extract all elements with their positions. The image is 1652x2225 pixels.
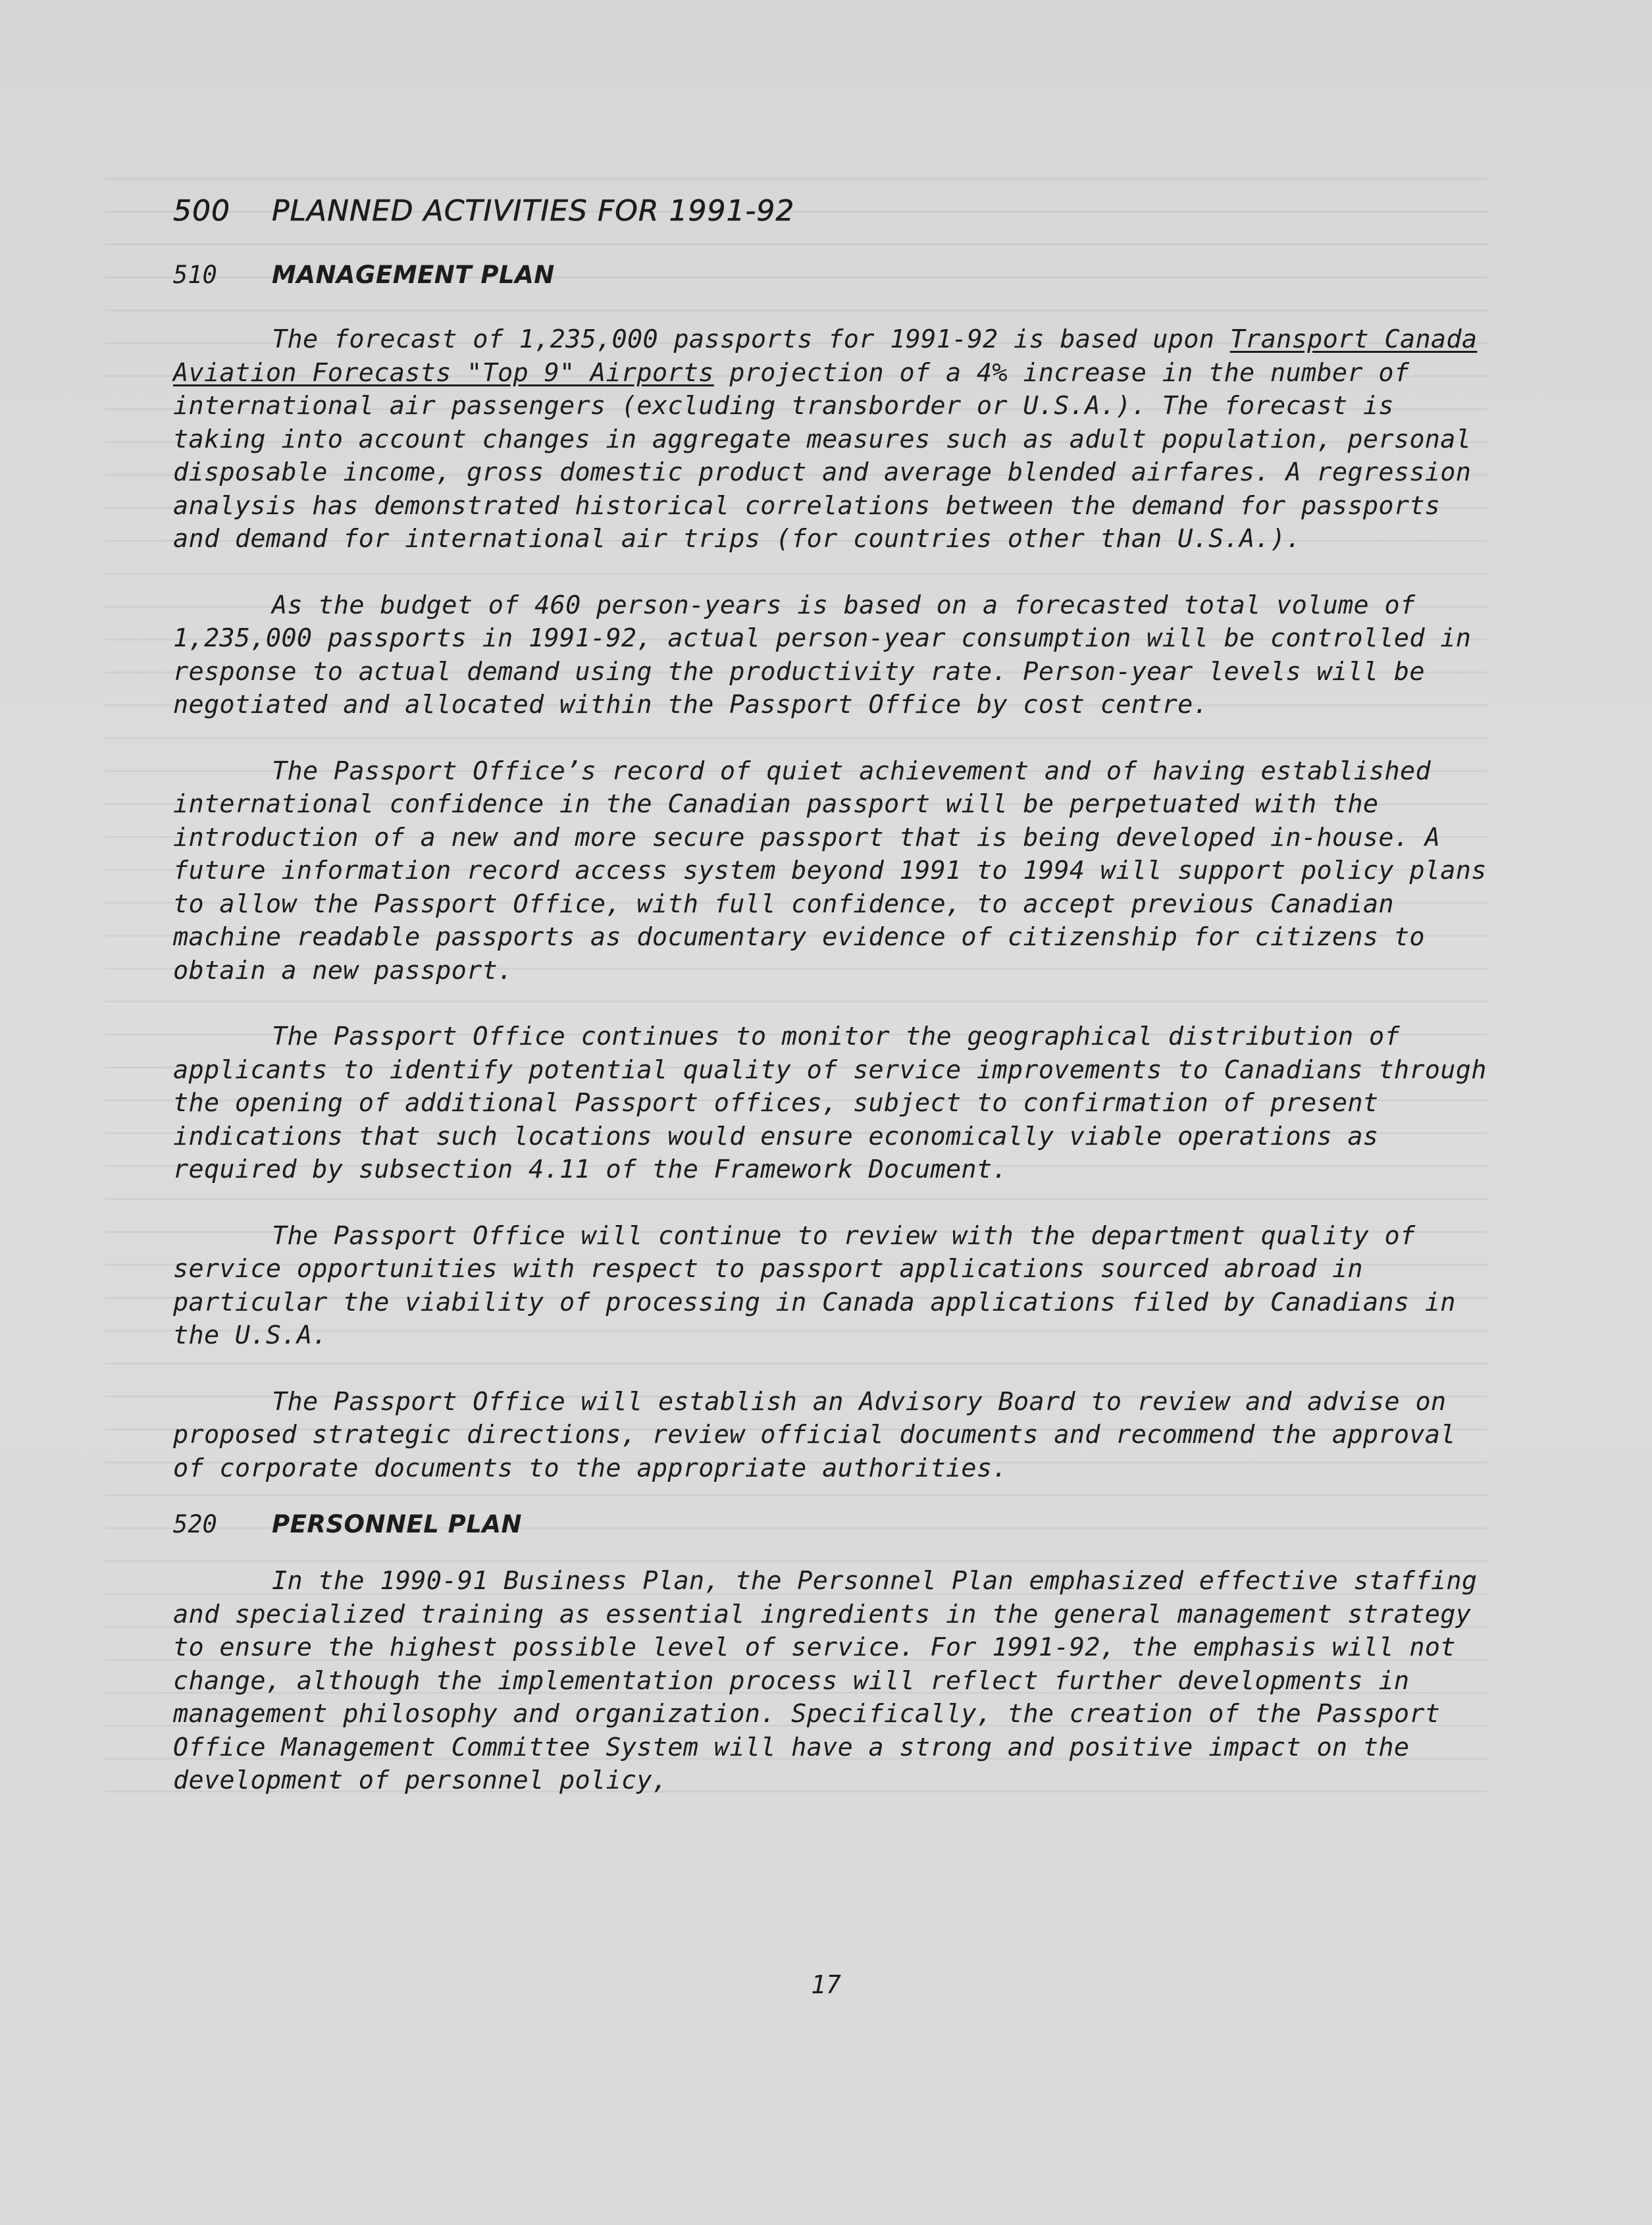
document-body: [173, 194, 1489, 1798]
section-510-heading: [173, 261, 1489, 289]
paragraph-forecast-text-a: The forecast of 1,235,000 passports for 1991-92 is based upon: [272, 325, 1230, 354]
section-520-heading: [173, 1510, 1489, 1538]
paragraph-personnel-plan: In the 1990-91 Business Plan, the Personnel Plan emphasized effective staffing and specialized training as essential ingredients in the general management strategy to ensure the highest possible level of service. For 1991-92, the emphasis will not change, although the implementation process will reflect further developments in management philosophy and organization. Specifically, the creation of the Passport Office Management Committee System will have a strong and positive impact on the development of personnel policy,: [173, 1566, 1478, 1795]
paragraph-distribution: The Passport Office continues to monitor the geographical distribution of applicants to identify potential quality of service improvements to Canadians through the opening of additional Passport offices, subject to confirmation of present indications that such locations would ensure economically viable operations as required by subsection 4.11 of the Framework Document.: [173, 1022, 1487, 1184]
forecast-source-title: Transport Canada Aviation Forecasts "Top 9" Airports: [173, 325, 1478, 388]
paragraph-advisory-board: The Passport Office will establish an Advisory Board to review and advise on proposed strategic directions, review official documents and recommend the approval of corporate documents to the appropriate authorities.: [173, 1386, 1456, 1483]
section-510-number: 510: [173, 261, 217, 289]
main-heading-title: PLANNED ACTIVITIES FOR 1991-92: [272, 194, 795, 228]
section-520-title: PERSONNEL PLAN: [272, 1510, 522, 1538]
main-heading-number: 500: [173, 194, 230, 228]
paragraph-achievement: The Passport Office’s record of quiet achievement and of having established international confidence in the Canadian passport will be perpetuated with the introduction of a new and more secure passport that is being developed in-house. A future information record access system beyond 1991 to 1994 will support policy plans to allow the Passport Office, with full confidence, to accept previous Canadian machine readable passports as documentary evidence of citizenship for citizens to obtain a new passport.: [173, 756, 1487, 985]
page-number: 17: [811, 1970, 841, 1999]
paragraph-budget: As the budget of 460 person-years is based on a forecasted total volume of 1,235,000 passports in 1991-92, actual person-year consumption will be controlled in response to actual demand using the productivity rate. Person-year levels will be negotiated and allocated within the Passport Office by cost centre.: [173, 590, 1472, 720]
main-heading: [173, 194, 1489, 228]
section-520-number: 520: [173, 1510, 217, 1538]
paragraph-forecast: [173, 323, 1489, 556]
section-510-title: MANAGEMENT PLAN: [272, 261, 555, 289]
paragraph-forecast-text-b: projection of a 4% increase in the number of international air passengers (excluding transborder or U.S.A.). The forecast is taking into account changes in aggregate measures such as adult population, personal disposable income, gross domestic product and average blended airfares. A regression analysis has demonstrated historical correlations between the demand for passports and demand for international air trips (for countries other than U.S.A.).: [173, 357, 1472, 554]
paragraph-quality-service: The Passport Office will continue to review with the department quality of service opportunities with respect to passport applications sourced abroad in particular the viability of processing in Canada applications filed by Canadians in the U.S.A.: [173, 1220, 1456, 1350]
